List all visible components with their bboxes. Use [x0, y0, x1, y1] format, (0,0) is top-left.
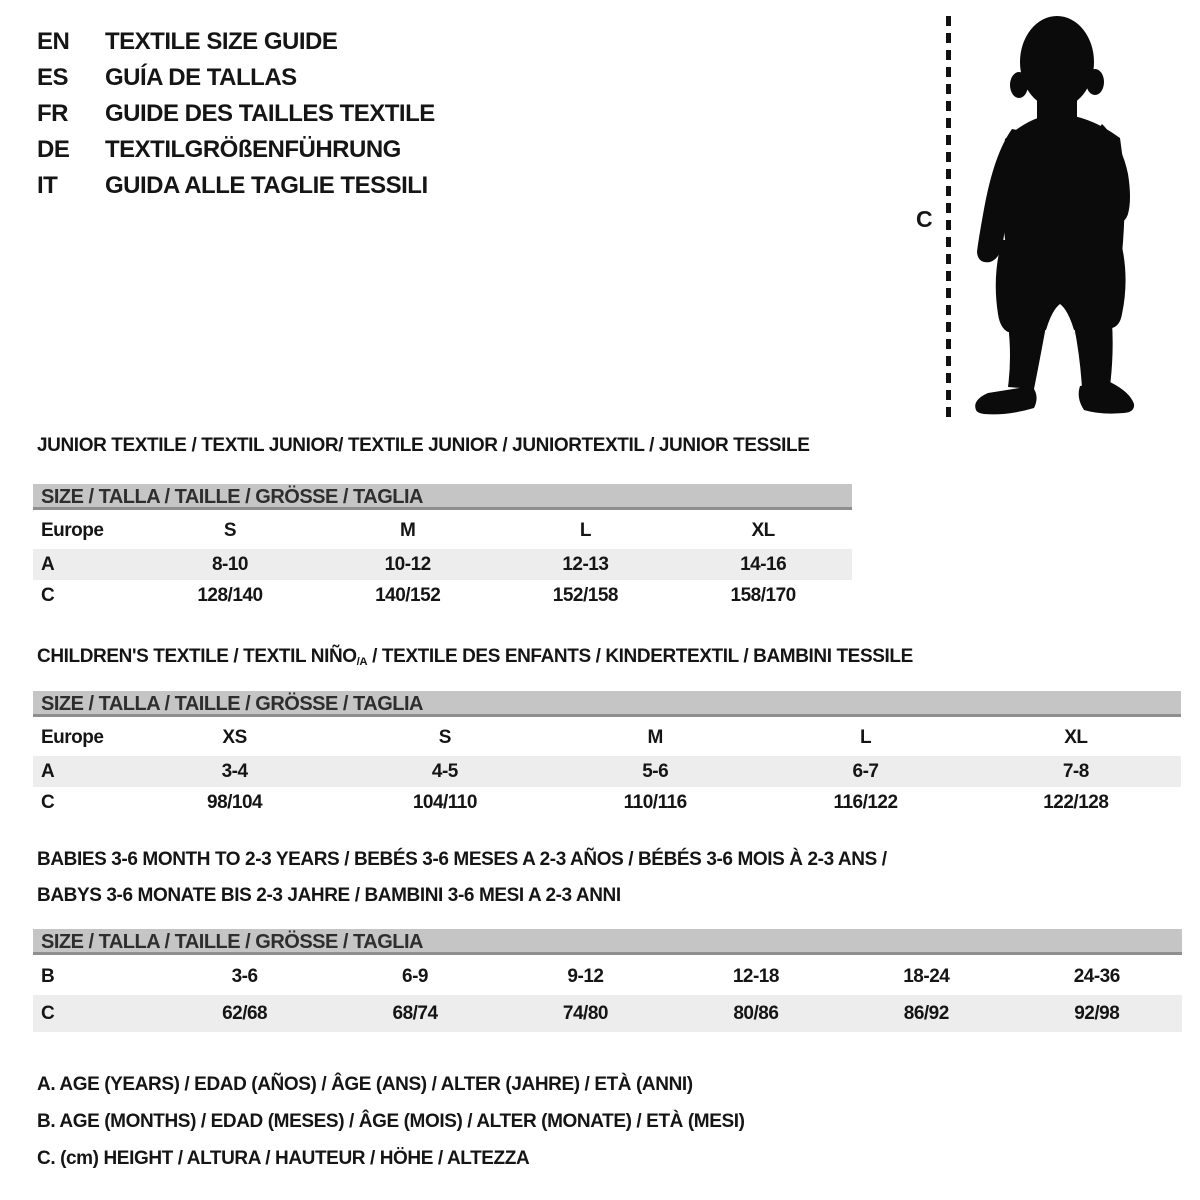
babies-section-heading-line1: BABIES 3-6 MONTH TO 2-3 YEARS / BEBÉS 3-6 MESES A 2-3 AÑOS / BÉBÉS 3-6 MOIS À 2-3 ANS / — [37, 849, 887, 870]
cell-value: 68/74 — [392, 1002, 438, 1024]
toddler-silhouette — [962, 14, 1152, 416]
cell-value: 110/116 — [623, 791, 687, 813]
column-header: L — [859, 727, 872, 748]
guide-title: GUIDE DES TAILLES TEXTILE — [105, 100, 435, 127]
footnote-legend — [37, 1066, 745, 1177]
footnote-b: B. AGE (MONTHS) / EDAD (MESES) / ÂGE (MOIS) / ALTER (MONATE) / ETÀ (MESI) — [37, 1110, 745, 1132]
cell-value: 86/92 — [903, 1002, 949, 1024]
cell-value: 92/98 — [1074, 1002, 1120, 1024]
babies-size-table — [33, 958, 1182, 1032]
language-row-en — [37, 24, 435, 60]
language-row-fr — [37, 96, 435, 132]
babies-size-bar: SIZE / TALLA / TAILLE / GRÖSSE / TAGLIA — [33, 929, 1182, 955]
heading-text: / TEXTILE DES ENFANTS / KINDERTEXTIL / BAMBINI TESSILE — [367, 646, 913, 667]
column-header: M — [400, 520, 416, 541]
column-header: XS — [222, 727, 247, 748]
column-header: S — [438, 727, 451, 748]
table-header-row — [33, 720, 1181, 756]
cell-value: 4-5 — [431, 760, 458, 782]
cell-value: 9-12 — [567, 965, 604, 987]
cell-value: 6-9 — [402, 965, 428, 987]
cell-value: 104/110 — [412, 791, 477, 813]
table-row — [33, 549, 852, 580]
cell-value: 6-7 — [852, 760, 879, 782]
row-label: B — [41, 965, 55, 987]
children-size-table — [33, 720, 1181, 818]
cell-value: 158/170 — [730, 584, 796, 606]
column-header: S — [223, 520, 237, 541]
column-header: XL — [1064, 727, 1088, 748]
heading-subscript: /A — [356, 655, 368, 668]
cell-value: 14-16 — [740, 553, 787, 575]
language-title-list — [37, 24, 435, 204]
height-figure — [900, 0, 1200, 440]
junior-section-heading: JUNIOR TEXTILE / TEXTIL JUNIOR/ TEXTILE JUNIOR / JUNIORTEXTIL / JUNIOR TESSILE — [37, 435, 810, 456]
cell-value: 140/152 — [375, 584, 441, 606]
cell-value: 128/140 — [197, 584, 263, 606]
cell-value: 12-13 — [562, 553, 609, 575]
cell-value: 10-12 — [384, 553, 431, 575]
guide-title: GUÍA DE TALLAS — [105, 64, 297, 91]
cell-value: 116/122 — [833, 791, 898, 813]
footnote-a: A. AGE (YEARS) / EDAD (AÑOS) / ÂGE (ANS) / ALTER (JAHRE) / ETÀ (ANNI) — [37, 1073, 693, 1095]
babies-section-heading-line2: BABYS 3-6 MONATE BIS 2-3 JAHRE / BAMBINI 3-6 MESI A 2-3 ANNI — [37, 885, 621, 906]
junior-size-table — [33, 513, 852, 611]
language-code: DE — [37, 136, 70, 163]
cell-value: 152/158 — [552, 584, 618, 606]
cell-value: 24-36 — [1073, 965, 1120, 987]
cell-value: 80/86 — [733, 1002, 779, 1024]
cell-value: 74/80 — [562, 1002, 608, 1024]
language-row-it — [37, 168, 435, 204]
table-row — [33, 580, 852, 611]
language-code: FR — [37, 100, 68, 127]
row-label: C — [41, 584, 55, 606]
table-row — [33, 995, 1182, 1032]
guide-title: TEXTILGRÖßENFÜHRUNG — [105, 136, 401, 163]
height-dashed-line — [946, 16, 951, 418]
junior-size-bar: SIZE / TALLA / TAILLE / GRÖSSE / TAGLIA — [33, 484, 852, 510]
column-header: XL — [751, 520, 775, 541]
language-row-es — [37, 60, 435, 96]
cell-value: 5-6 — [642, 760, 669, 782]
cell-value: 62/68 — [222, 1002, 268, 1024]
cell-value: 98/104 — [207, 791, 263, 813]
column-header: Europe — [41, 727, 104, 748]
language-code: IT — [37, 172, 58, 199]
cell-value: 3-4 — [221, 760, 248, 782]
guide-title: GUIDA ALLE TAGLIE TESSILI — [105, 172, 428, 199]
language-row-de — [37, 132, 435, 168]
children-size-bar: SIZE / TALLA / TAILLE / GRÖSSE / TAGLIA — [33, 691, 1181, 717]
table-row — [33, 787, 1181, 818]
column-header: Europe — [41, 520, 104, 541]
cell-value: 12-18 — [732, 965, 779, 987]
row-label: C — [41, 791, 55, 813]
heading-text: CHILDREN'S TEXTILE / TEXTIL NIÑO — [37, 646, 357, 667]
height-measure-label: C — [916, 206, 933, 232]
table-header-row — [33, 513, 852, 549]
language-code: ES — [37, 64, 69, 91]
table-row — [33, 756, 1181, 787]
row-label: C — [41, 1002, 55, 1024]
table-row — [33, 958, 1182, 995]
cell-value: 18-24 — [903, 965, 950, 987]
column-header: M — [647, 727, 663, 748]
column-header: L — [579, 520, 591, 541]
cell-value: 7-8 — [1062, 760, 1089, 782]
row-label: A — [41, 553, 55, 575]
language-code: EN — [37, 28, 70, 55]
children-section-heading — [37, 646, 913, 668]
footnote-c: C. (cm) HEIGHT / ALTURA / HAUTEUR / HÖHE / ALTEZZA — [37, 1147, 530, 1169]
row-label: A — [41, 760, 55, 782]
cell-value: 122/128 — [1043, 791, 1109, 813]
cell-value: 3-6 — [231, 965, 258, 987]
guide-title: TEXTILE SIZE GUIDE — [105, 28, 338, 55]
cell-value: 8-10 — [211, 553, 248, 575]
